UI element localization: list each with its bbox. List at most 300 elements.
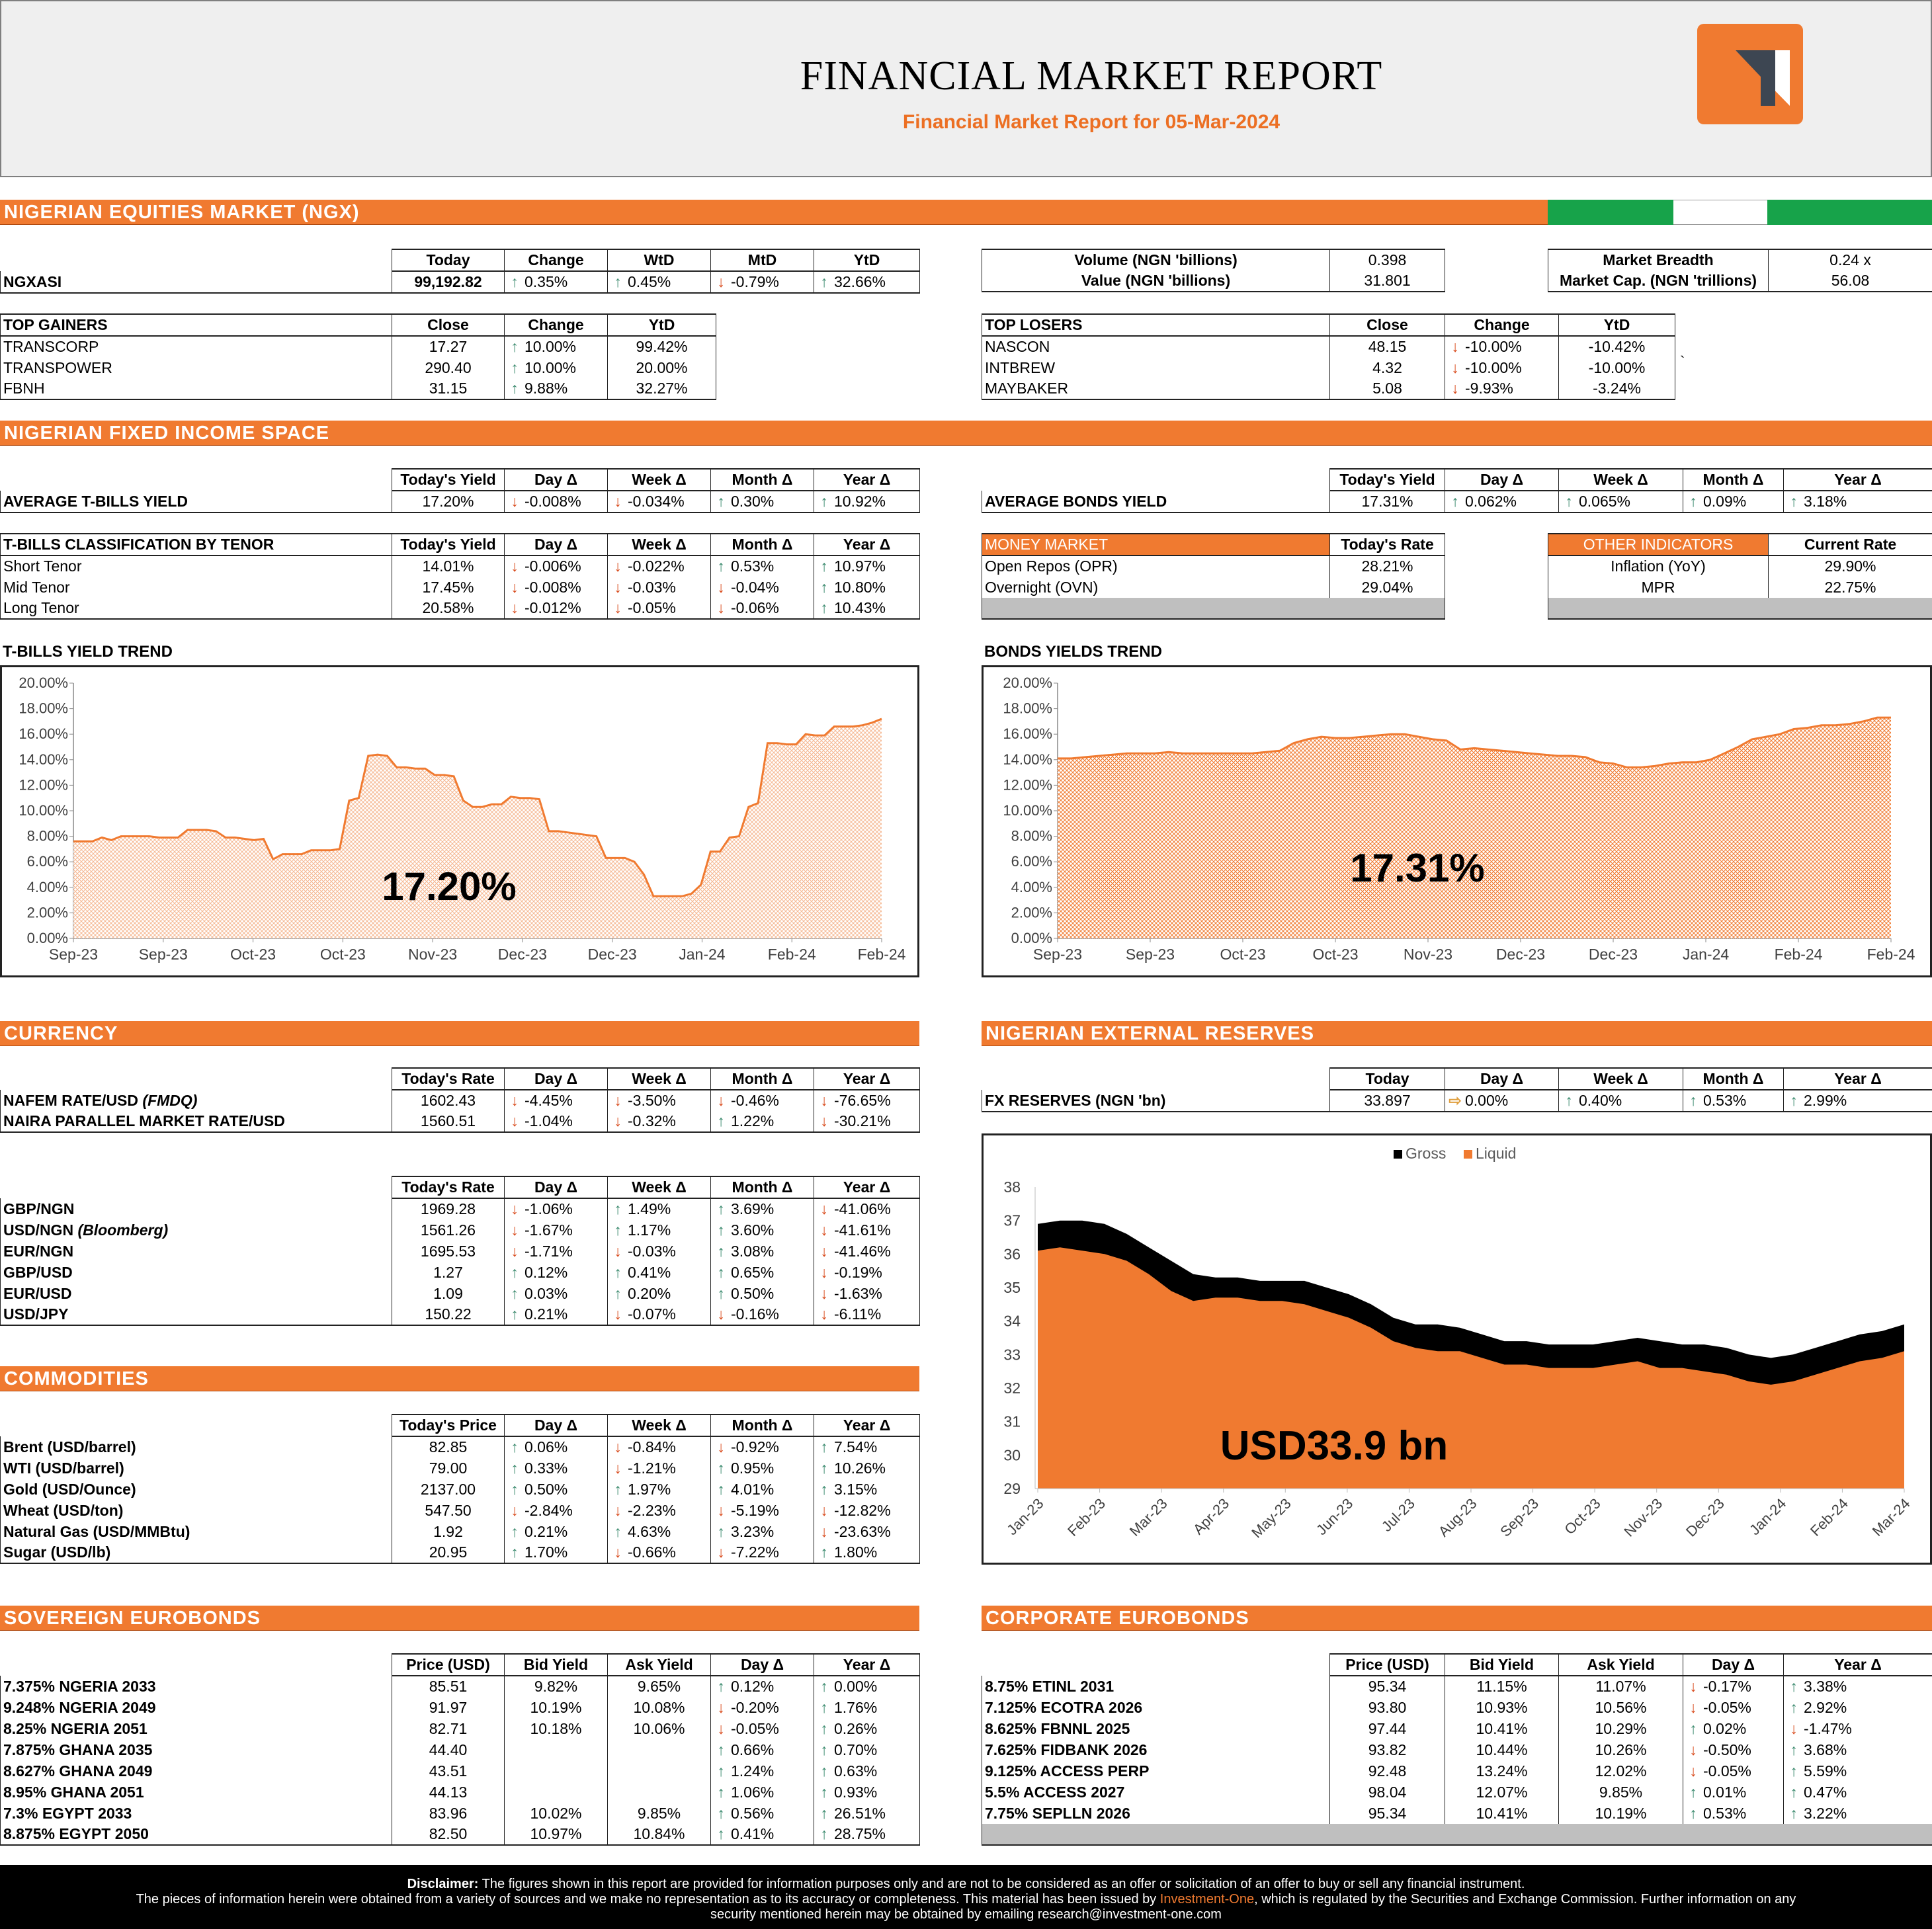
table-row bbox=[1, 1500, 920, 1521]
year-delta-value: 0.70% bbox=[834, 1741, 878, 1758]
x-tick-label: Dec-23 bbox=[1495, 946, 1546, 963]
week-delta-value: 0.40% bbox=[1579, 1092, 1622, 1109]
year-delta bbox=[814, 1457, 920, 1479]
year-delta-value: 28.75% bbox=[834, 1825, 886, 1842]
row-label bbox=[1, 598, 392, 619]
arrow-down-icon: ↓ bbox=[511, 1112, 519, 1129]
arrow-down-icon: ↓ bbox=[614, 578, 622, 596]
x-tick-label: Jun-23 bbox=[1313, 1495, 1357, 1539]
arrow-up-icon: ↑ bbox=[511, 273, 519, 290]
day-delta bbox=[505, 577, 608, 598]
row-label bbox=[1, 1542, 392, 1563]
day-delta bbox=[711, 1718, 814, 1739]
legend-label: Gross bbox=[1406, 1145, 1447, 1162]
day-delta-value: -0.012% bbox=[525, 599, 581, 616]
price: 85.51 bbox=[392, 1676, 505, 1697]
day-delta-value: 0.56% bbox=[731, 1804, 775, 1822]
arrow-up-icon: ↑ bbox=[820, 1698, 828, 1716]
y-tick-label: 30 bbox=[1003, 1446, 1021, 1464]
col-year-delta: Year Δ bbox=[814, 1415, 920, 1436]
month-delta-value: -0.04% bbox=[731, 578, 779, 596]
logo-mark-icon bbox=[1697, 24, 1803, 124]
year-delta-value: -23.63% bbox=[834, 1522, 891, 1540]
day-delta-value: 0.12% bbox=[731, 1678, 775, 1695]
today-value: 2137.00 bbox=[392, 1479, 505, 1500]
week-delta bbox=[608, 1262, 711, 1283]
row-label bbox=[1, 1090, 392, 1111]
today-value: 17.31% bbox=[1330, 491, 1445, 513]
col-month-delta: Month Δ bbox=[1683, 469, 1784, 491]
table-row bbox=[1, 1803, 920, 1824]
arrow-down-icon: ↓ bbox=[820, 1200, 828, 1217]
y-tick-label: 35 bbox=[1003, 1279, 1021, 1296]
year-delta-value: 10.92% bbox=[834, 493, 886, 510]
col-week-delta: Week Δ bbox=[608, 1068, 711, 1090]
arrow-up-icon: ↑ bbox=[511, 1305, 519, 1323]
ytd-value: 32.27% bbox=[608, 378, 716, 399]
top-losers-table bbox=[982, 313, 1675, 400]
bid-yield: 10.02% bbox=[505, 1803, 608, 1824]
month-delta bbox=[711, 1304, 814, 1325]
col-day-delta: Day Δ bbox=[1683, 1654, 1784, 1676]
close-price: 5.08 bbox=[1330, 378, 1445, 399]
losers-title: TOP LOSERS bbox=[982, 314, 1330, 336]
index-value: 99,192.82 bbox=[392, 271, 505, 293]
cross-rates-table bbox=[0, 1176, 920, 1326]
month-delta-value: -0.92% bbox=[731, 1438, 779, 1456]
bond-name: 8.625% FBNNL 2025 bbox=[982, 1718, 1330, 1739]
change-cell bbox=[1445, 357, 1559, 378]
ask-yield bbox=[608, 1760, 711, 1782]
today-value: 20.58% bbox=[392, 598, 505, 619]
ovn-label: Overnight (OVN) bbox=[982, 577, 1330, 598]
month-delta-value: 3.08% bbox=[731, 1242, 775, 1260]
arrow-up-icon: ↑ bbox=[614, 1221, 622, 1239]
arrow-up-icon: ↑ bbox=[820, 1459, 828, 1477]
arrow-up-icon: ↑ bbox=[614, 1263, 622, 1281]
arrow-up-icon: ↑ bbox=[820, 599, 828, 616]
row-name: Sugar (USD/lb) bbox=[3, 1543, 111, 1561]
day-delta bbox=[505, 1198, 608, 1219]
year-delta-value: 0.63% bbox=[834, 1762, 878, 1780]
x-tick-label: Aug-23 bbox=[1435, 1495, 1480, 1540]
year-delta-value: -6.11% bbox=[834, 1305, 882, 1323]
row-name: Wheat (USD/ton) bbox=[3, 1501, 124, 1519]
col-todays-price: Today's Price bbox=[392, 1415, 505, 1436]
y-tick-label: 38 bbox=[1003, 1178, 1021, 1196]
y-tick-label: 8.00% bbox=[26, 827, 68, 844]
table-row bbox=[982, 1760, 1932, 1782]
day-delta-value: -4.45% bbox=[525, 1092, 573, 1109]
arrow-up-icon: ↑ bbox=[717, 1112, 725, 1129]
price: 43.51 bbox=[392, 1760, 505, 1782]
col-change: Change bbox=[1445, 314, 1559, 336]
change-cell bbox=[1445, 378, 1559, 399]
bond-name: 9.125% ACCESS PERP bbox=[982, 1760, 1330, 1782]
table-row bbox=[982, 1782, 1932, 1803]
table-row bbox=[1, 577, 920, 598]
week-delta bbox=[608, 1283, 711, 1304]
day-delta-value: 1.24% bbox=[731, 1762, 775, 1780]
x-tick-label: Jan-23 bbox=[1003, 1495, 1047, 1539]
legend-swatch bbox=[1464, 1150, 1472, 1159]
week-delta-value: -0.84% bbox=[628, 1438, 676, 1456]
ytd-value: 32.66% bbox=[834, 273, 886, 290]
x-tick-label: Mar-24 bbox=[1869, 1495, 1913, 1539]
month-delta bbox=[711, 1479, 814, 1500]
ytd-value: -10.42% bbox=[1559, 336, 1675, 357]
month-delta bbox=[711, 555, 814, 577]
year-delta bbox=[814, 1304, 920, 1325]
table-row bbox=[1, 1542, 920, 1563]
arrow-down-icon: ↓ bbox=[511, 493, 519, 510]
day-delta-value: -0.05% bbox=[1703, 1762, 1751, 1780]
price: 44.13 bbox=[392, 1782, 505, 1803]
arrow-down-icon: ↓ bbox=[717, 273, 725, 290]
row-name: Long Tenor bbox=[3, 599, 79, 616]
week-delta bbox=[608, 1542, 711, 1563]
col-week-delta: Week Δ bbox=[608, 534, 711, 555]
reserves-chart-svg bbox=[984, 1135, 1930, 1563]
ask-yield: 10.84% bbox=[608, 1824, 711, 1845]
arrow-down-icon: ↓ bbox=[511, 1242, 519, 1260]
disclaimer-line-1 bbox=[0, 1877, 1932, 1892]
ask-yield: 11.07% bbox=[1559, 1676, 1683, 1697]
col-month-delta: Month Δ bbox=[711, 469, 814, 491]
price: 91.97 bbox=[392, 1697, 505, 1718]
x-tick-label: Mar-23 bbox=[1126, 1495, 1171, 1539]
mpr-label: MPR bbox=[1548, 577, 1769, 598]
arrow-down-icon: ↓ bbox=[717, 1698, 725, 1716]
week-delta-value: -2.23% bbox=[628, 1501, 676, 1519]
bond-name: 7.625% FIDBANK 2026 bbox=[982, 1739, 1330, 1760]
corporate-eurobonds-table bbox=[982, 1653, 1932, 1846]
arrow-right-icon: ⇨ bbox=[1449, 1092, 1462, 1109]
table-row bbox=[982, 1090, 1932, 1112]
col-ytd: YtD bbox=[814, 249, 920, 271]
reserves-value-label: USD33.9 bn bbox=[1220, 1423, 1449, 1469]
change-cell-value: 10.00% bbox=[525, 358, 577, 376]
arrow-up-icon: ↑ bbox=[717, 1825, 725, 1842]
col-todays-rate: Today's Rate bbox=[1330, 534, 1445, 555]
series-area bbox=[1058, 718, 1891, 938]
col-todays-yield: Today's Yield bbox=[392, 469, 505, 491]
table-row bbox=[982, 1718, 1932, 1739]
col-close: Close bbox=[1330, 314, 1445, 336]
day-delta-value: 0.02% bbox=[1703, 1719, 1747, 1737]
month-delta bbox=[711, 1542, 814, 1563]
issuer-link[interactable]: Investment-One bbox=[1159, 1892, 1255, 1907]
x-tick-label: Feb-24 bbox=[1867, 946, 1915, 963]
table-row bbox=[1, 1739, 920, 1760]
week-delta bbox=[1559, 491, 1683, 513]
col-day-delta: Day Δ bbox=[505, 469, 608, 491]
row-label bbox=[1, 1500, 392, 1521]
table-row bbox=[982, 1803, 1932, 1824]
arrow-up-icon: ↑ bbox=[717, 1783, 725, 1801]
week-delta-value: 4.63% bbox=[628, 1522, 671, 1540]
arrow-up-icon: ↑ bbox=[717, 1200, 725, 1217]
week-delta-value: -1.21% bbox=[628, 1459, 676, 1477]
year-delta bbox=[814, 1542, 920, 1563]
arrow-down-icon: ↓ bbox=[820, 1501, 828, 1519]
arrow-up-icon: ↑ bbox=[1790, 1783, 1798, 1801]
table-row bbox=[1, 1760, 920, 1782]
arrow-down-icon: ↓ bbox=[1451, 380, 1459, 397]
year-delta-value: 3.15% bbox=[834, 1480, 878, 1498]
month-delta-value: 3.69% bbox=[731, 1200, 775, 1217]
x-tick-label: Sep-23 bbox=[48, 946, 99, 963]
sovereign-eurobonds-banner: SOVEREIGN EUROBONDS bbox=[0, 1606, 919, 1631]
mcap-label: Market Cap. (NGN 'trillions) bbox=[1548, 270, 1769, 292]
month-delta-value: 1.22% bbox=[731, 1112, 775, 1129]
y-tick-label: 31 bbox=[1003, 1413, 1021, 1430]
year-delta bbox=[814, 1198, 920, 1219]
tenor-title: T-BILLS CLASSIFICATION BY TENOR bbox=[1, 534, 392, 555]
arrow-down-icon: ↓ bbox=[717, 1438, 725, 1456]
year-delta-value: -41.06% bbox=[834, 1200, 891, 1217]
bond-name: 8.25% NGERIA 2051 bbox=[1, 1718, 392, 1739]
week-delta bbox=[608, 1198, 711, 1219]
row-name-source: (Bloomberg) bbox=[77, 1221, 169, 1239]
day-delta-value: -1.06% bbox=[525, 1200, 573, 1217]
today-value: 79.00 bbox=[392, 1457, 505, 1479]
week-delta bbox=[608, 1090, 711, 1111]
x-tick-label: Jan-24 bbox=[679, 946, 726, 963]
row-name: FX RESERVES (NGN 'bn) bbox=[985, 1091, 1166, 1109]
arrow-up-icon: ↑ bbox=[511, 1522, 519, 1540]
value-value: 31.801 bbox=[1330, 270, 1445, 292]
day-delta-value: 0.50% bbox=[525, 1480, 568, 1498]
y-tick-label: 0.00% bbox=[1011, 930, 1052, 946]
day-delta-value: 1.06% bbox=[731, 1783, 775, 1801]
x-tick-label: Oct-23 bbox=[230, 946, 276, 963]
arrow-down-icon: ↓ bbox=[820, 1092, 828, 1109]
arrow-down-icon: ↓ bbox=[614, 557, 622, 575]
x-tick-label: Jan-24 bbox=[1682, 946, 1730, 963]
week-delta-value: -0.07% bbox=[628, 1305, 676, 1323]
y-tick-label: 4.00% bbox=[1011, 878, 1052, 895]
col-year-delta: Year Δ bbox=[814, 534, 920, 555]
year-delta-value: 7.54% bbox=[834, 1438, 878, 1456]
week-delta bbox=[608, 577, 711, 598]
arrow-down-icon: ↓ bbox=[511, 599, 519, 616]
day-delta bbox=[505, 1521, 608, 1542]
row-label bbox=[1, 577, 392, 598]
corporate-eurobonds-banner: CORPORATE EUROBONDS bbox=[982, 1606, 1932, 1631]
today-value: 17.20% bbox=[392, 491, 505, 513]
day-delta-value: 0.01% bbox=[1703, 1783, 1747, 1801]
arrow-up-icon: ↑ bbox=[511, 1543, 519, 1561]
month-delta-value: 3.23% bbox=[731, 1522, 775, 1540]
close-price: 31.15 bbox=[392, 378, 505, 399]
row-label bbox=[1, 1198, 392, 1219]
table-row bbox=[1, 1111, 920, 1132]
arrow-down-icon: ↓ bbox=[614, 599, 622, 616]
commodities-table bbox=[0, 1414, 920, 1564]
col-year-delta: Year Δ bbox=[1784, 1068, 1932, 1090]
week-delta bbox=[1559, 1090, 1683, 1112]
fixed-income-banner: NIGERIAN FIXED INCOME SPACE bbox=[0, 421, 1932, 446]
day-delta bbox=[505, 1457, 608, 1479]
col-todays-rate: Today's Rate bbox=[392, 1176, 505, 1198]
arrow-up-icon: ↑ bbox=[820, 1762, 828, 1780]
day-delta bbox=[1683, 1760, 1784, 1782]
day-delta-value: 0.06% bbox=[525, 1438, 568, 1456]
day-delta-value: 1.70% bbox=[525, 1543, 568, 1561]
col-year-delta: Year Δ bbox=[814, 1068, 920, 1090]
arrow-up-icon: ↑ bbox=[511, 380, 519, 397]
today-value: 1.09 bbox=[392, 1283, 505, 1304]
col-mtd: MtD bbox=[711, 249, 814, 271]
month-delta bbox=[711, 598, 814, 619]
x-tick-label: Feb-24 bbox=[857, 946, 906, 963]
arrow-up-icon: ↑ bbox=[511, 358, 519, 376]
other-indicators-table bbox=[1548, 533, 1932, 620]
day-delta bbox=[711, 1739, 814, 1760]
year-delta-value: 10.43% bbox=[834, 599, 886, 616]
row-label bbox=[1, 1521, 392, 1542]
today-value: 1695.53 bbox=[392, 1241, 505, 1262]
y-tick-label: 36 bbox=[1003, 1245, 1021, 1263]
x-tick-label: Jul-23 bbox=[1378, 1495, 1418, 1535]
day-delta bbox=[1445, 1090, 1559, 1112]
stock-name: NASCON bbox=[982, 336, 1330, 357]
table-row bbox=[1, 336, 716, 357]
ytd-value: -3.24% bbox=[1559, 378, 1675, 399]
y-tick-label: 20.00% bbox=[19, 675, 68, 691]
day-delta-value: 0.66% bbox=[731, 1741, 775, 1758]
sovereign-eurobonds-table bbox=[0, 1653, 920, 1846]
col-today: Today bbox=[1330, 1068, 1445, 1090]
week-delta bbox=[608, 555, 711, 577]
arrow-down-icon: ↓ bbox=[1689, 1762, 1697, 1780]
money-market-table bbox=[982, 533, 1445, 620]
year-delta bbox=[1784, 1090, 1932, 1112]
col-ask-yield: Ask Yield bbox=[608, 1654, 711, 1676]
arrow-down-icon: ↓ bbox=[717, 578, 725, 596]
bond-name: 7.375% NGERIA 2033 bbox=[1, 1676, 392, 1697]
ovn-value: 29.04% bbox=[1330, 577, 1445, 598]
arrow-up-icon: ↑ bbox=[1790, 493, 1798, 510]
week-delta bbox=[608, 1479, 711, 1500]
year-delta bbox=[1784, 1803, 1932, 1824]
price: 92.48 bbox=[1330, 1760, 1445, 1782]
table-row bbox=[1, 1676, 920, 1697]
stock-name: TRANSPOWER bbox=[1, 357, 392, 378]
row-label bbox=[1, 1283, 392, 1304]
year-delta bbox=[814, 1436, 920, 1457]
bid-yield: 10.93% bbox=[1445, 1697, 1559, 1718]
arrow-up-icon: ↑ bbox=[820, 1438, 828, 1456]
x-tick-label: Feb-24 bbox=[1806, 1495, 1851, 1539]
other-indicators-title: OTHER INDICATORS bbox=[1548, 534, 1769, 555]
table-row bbox=[982, 336, 1675, 357]
bid-yield: 10.44% bbox=[1445, 1739, 1559, 1760]
table-row bbox=[1, 1090, 920, 1111]
col-month-delta: Month Δ bbox=[711, 1176, 814, 1198]
year-delta bbox=[814, 1521, 920, 1542]
table-row bbox=[1, 378, 716, 399]
price: 93.80 bbox=[1330, 1697, 1445, 1718]
col-day-delta: Day Δ bbox=[1445, 1068, 1559, 1090]
arrow-up-icon: ↑ bbox=[511, 1459, 519, 1477]
change-cell bbox=[505, 357, 608, 378]
arrow-down-icon: ↓ bbox=[511, 1200, 519, 1217]
day-delta bbox=[505, 1542, 608, 1563]
today-value: 150.22 bbox=[392, 1304, 505, 1325]
table-row bbox=[1, 1198, 920, 1219]
table-row bbox=[1, 1479, 920, 1500]
arrow-up-icon: ↑ bbox=[717, 1678, 725, 1695]
year-delta-value: 2.92% bbox=[1804, 1698, 1847, 1716]
day-delta-value: -0.05% bbox=[731, 1719, 779, 1737]
price: 82.50 bbox=[392, 1824, 505, 1845]
row-name: EUR/USD bbox=[3, 1284, 72, 1302]
arrow-down-icon: ↓ bbox=[820, 1284, 828, 1302]
week-delta-value: -0.034% bbox=[628, 493, 685, 510]
day-delta-value: 0.12% bbox=[525, 1263, 568, 1281]
year-delta bbox=[814, 1090, 920, 1111]
price: 95.34 bbox=[1330, 1676, 1445, 1697]
table-row bbox=[982, 357, 1675, 378]
year-delta-value: 0.00% bbox=[834, 1678, 878, 1695]
y-tick-label: 14.00% bbox=[19, 751, 68, 768]
ytd-value: -10.00% bbox=[1559, 357, 1675, 378]
arrow-up-icon: ↑ bbox=[820, 1783, 828, 1801]
year-delta bbox=[1784, 491, 1932, 513]
table-row bbox=[1, 1219, 920, 1241]
col-price: Price (USD) bbox=[392, 1654, 505, 1676]
year-delta-value: -41.46% bbox=[834, 1242, 891, 1260]
change-cell-value: -9.93% bbox=[1465, 380, 1513, 397]
table-row bbox=[982, 1697, 1932, 1718]
week-delta-value: -3.50% bbox=[628, 1092, 676, 1109]
week-delta bbox=[608, 1521, 711, 1542]
stock-name: FBNH bbox=[1, 378, 392, 399]
arrow-up-icon: ↑ bbox=[717, 1762, 725, 1780]
day-delta-value: -1.67% bbox=[525, 1221, 573, 1239]
change-cell-value: -10.00% bbox=[1465, 358, 1522, 376]
col-current-rate: Current Rate bbox=[1769, 534, 1932, 555]
row-label bbox=[1, 1457, 392, 1479]
month-delta bbox=[711, 1262, 814, 1283]
col-bid-yield: Bid Yield bbox=[505, 1654, 608, 1676]
row-label bbox=[982, 491, 1330, 513]
week-delta-value: 1.17% bbox=[628, 1221, 671, 1239]
change-value: 0.35% bbox=[525, 273, 568, 290]
bond-name: 8.875% EGYPT 2050 bbox=[1, 1824, 392, 1845]
col-year-delta: Year Δ bbox=[1784, 469, 1932, 491]
ask-yield: 10.26% bbox=[1559, 1739, 1683, 1760]
mtd-value: -0.79% bbox=[731, 273, 779, 290]
arrow-down-icon: ↓ bbox=[820, 1221, 828, 1239]
col-todays-rate: Today's Rate bbox=[392, 1068, 505, 1090]
arrow-up-icon: ↑ bbox=[820, 557, 828, 575]
year-delta bbox=[1784, 1676, 1932, 1697]
month-delta-value: 0.53% bbox=[1703, 1092, 1747, 1109]
year-delta bbox=[814, 1824, 920, 1845]
y-tick-label: 32 bbox=[1003, 1379, 1021, 1397]
arrow-up-icon: ↑ bbox=[717, 493, 725, 510]
x-tick-label: Nov-23 bbox=[408, 946, 458, 963]
day-delta-value: -0.17% bbox=[1703, 1678, 1751, 1695]
month-delta bbox=[711, 1111, 814, 1132]
price: 93.82 bbox=[1330, 1739, 1445, 1760]
today-value: 20.95 bbox=[392, 1542, 505, 1563]
week-delta-value: -0.05% bbox=[628, 599, 676, 616]
bond-name: 5.5% ACCESS 2027 bbox=[982, 1782, 1330, 1803]
